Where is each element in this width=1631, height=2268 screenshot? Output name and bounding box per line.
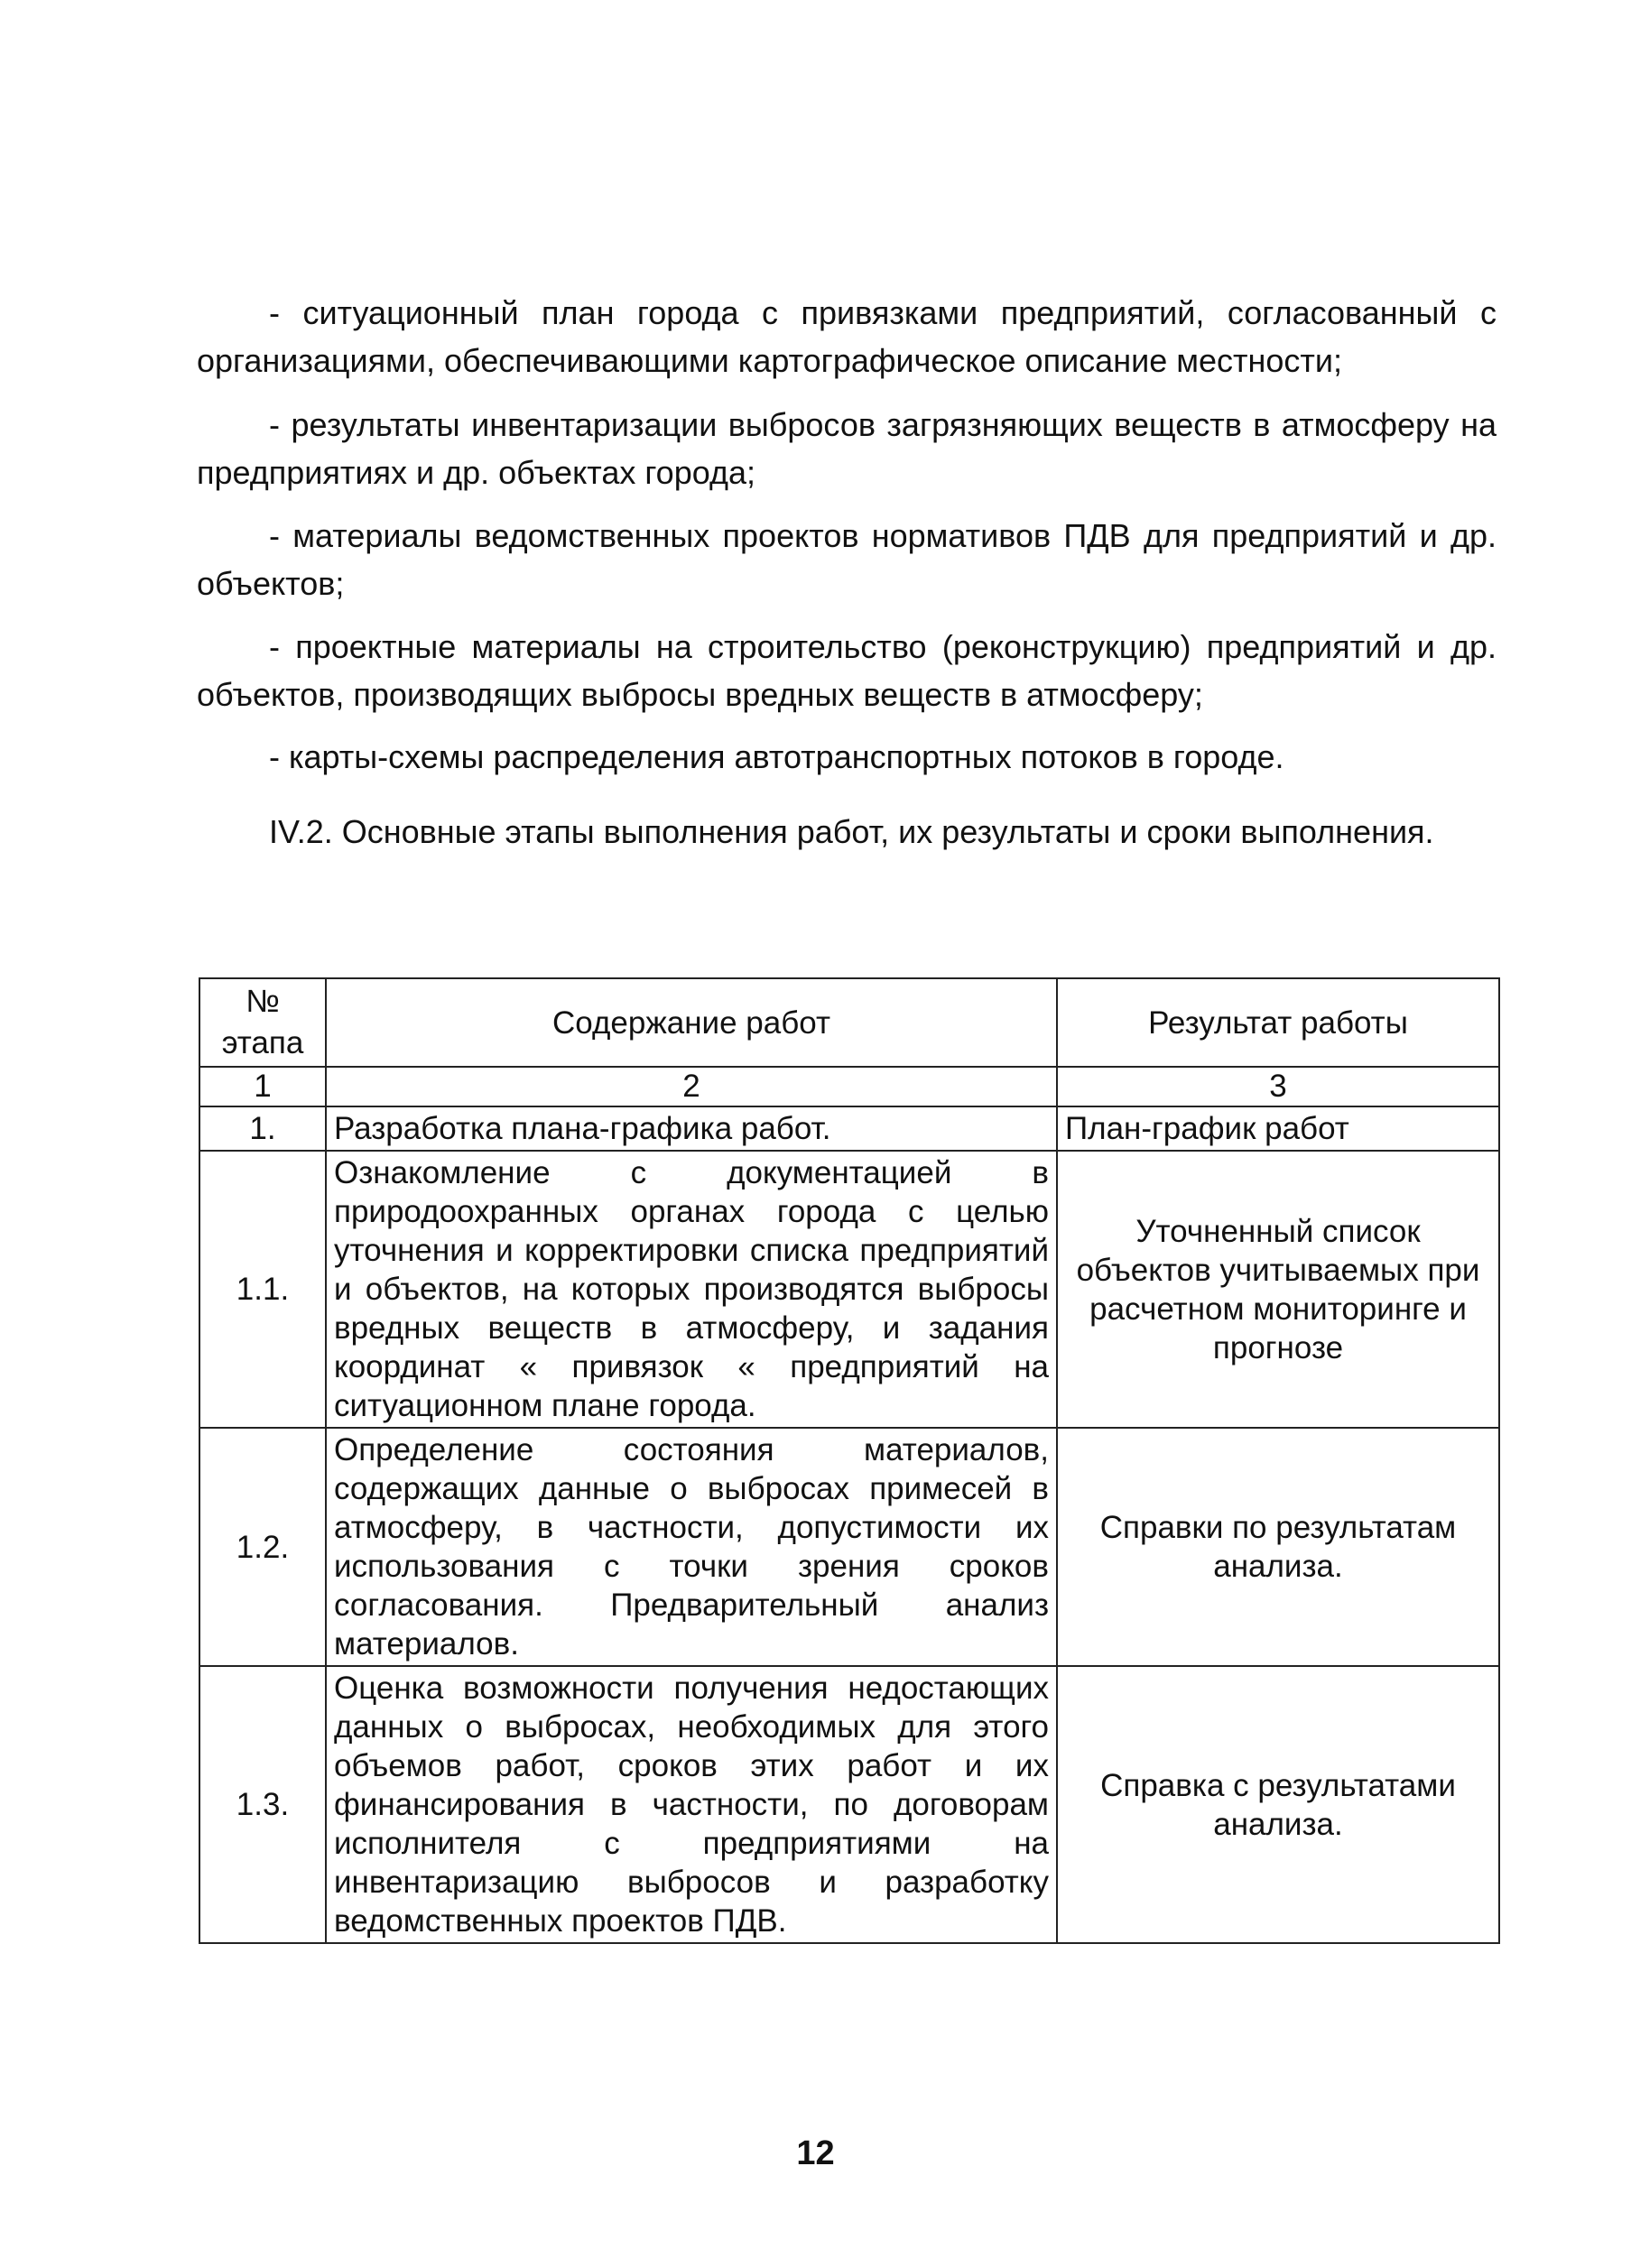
stage-content: Разработка плана-графика работ. [326,1106,1057,1151]
paragraph-project-materials: - проектные материалы на строительство (реконструкцию) предприятий и др. объектов, производящих выбросы вредных веществ в атмосферу; [197,628,1497,713]
column-index-2: 2 [326,1067,1057,1106]
header-num-symbol: № [246,984,280,1019]
table-row [199,1106,1499,1151]
paragraph-situation-plan: - ситуационный план города с привязками предприятий, согласованный с организациями, обеспечивающими картографическое описание местности; [197,294,1497,379]
stage-content: Определение состояния материалов, содержащих данные о выбросах примесей в атмосферу, в частности, допустимости их использования с точки зрения сроков согласования. Предварительный анализ материалов. [326,1428,1057,1666]
header-num-word: этапа [221,1025,304,1060]
page-number: 12 [796,2134,835,2172]
paragraph-inventory-results: - результаты инвентаризации выбросов загрязняющих веществ в атмосферу на предприятиях и др. объектах города; [197,406,1497,491]
work-stages-table [199,977,1500,1944]
stage-result: Уточненный список объектов учитываемых при расчетном мониторинге и прогнозе [1057,1151,1499,1428]
header-content: Содержание работ [326,978,1057,1067]
stage-result: План-график работ [1057,1106,1499,1151]
column-index-1: 1 [199,1067,326,1106]
stage-result: Справки по результатам анализа. [1057,1428,1499,1666]
column-index-row [199,1067,1499,1106]
stage-number: 1.3. [199,1666,326,1943]
column-index-3: 3 [1057,1067,1499,1106]
header-result: Результат работы [1057,978,1499,1067]
stage-result: Справка с результатами анализа. [1057,1666,1499,1943]
stage-number: 1.1. [199,1151,326,1428]
paragraph-pdv-materials: - материалы ведомственных проектов нормативов ПДВ для предприятий и др. объектов; [197,517,1497,602]
table-row [199,1428,1499,1666]
paragraph-traffic-maps: - карты-схемы распределения автотранспортных потоков в городе. [269,738,1284,775]
stage-content: Ознакомление с документацией в природоохранных органах города с целью уточнения и корректировки списка предприятий и объектов, на которых производятся выбросы вредных веществ в атмосферу, и задания координат « привязок « предприятий на ситуационном плане города. [326,1151,1057,1428]
header-stage-number [199,978,326,1067]
table-header-row [199,978,1499,1067]
table-row [199,1151,1499,1428]
stage-number: 1.2. [199,1428,326,1666]
table-row [199,1666,1499,1943]
stage-content: Оценка возможности получения недостающих данных о выбросах, необходимых для этого объемов работ, сроков этих работ и их финансирования в частности, по договорам исполнителя с предприятиями на инвентаризацию выбросов и разработку ведомственных проектов ПДВ. [326,1666,1057,1943]
stage-number: 1. [199,1106,326,1151]
section-heading: IV.2. Основные этапы выполнения работ, их результаты и сроки выполнения. [269,813,1434,850]
